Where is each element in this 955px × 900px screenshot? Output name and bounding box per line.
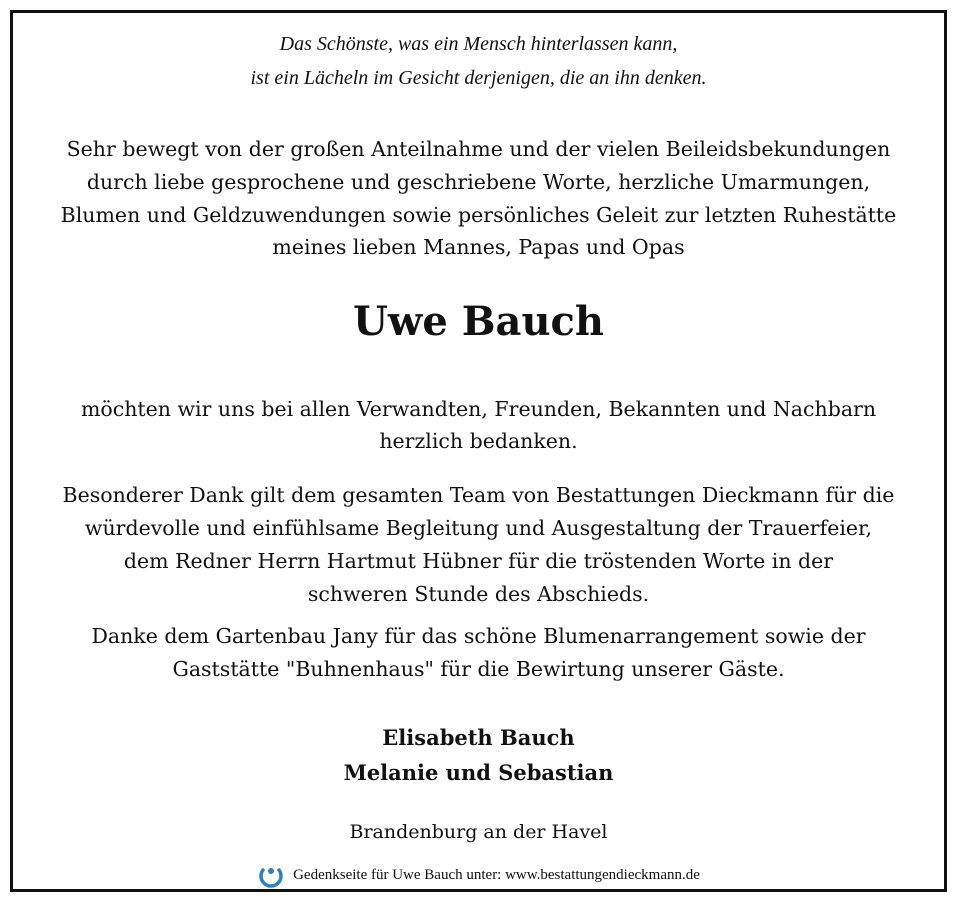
- signature-line-1: Elisabeth Bauch: [382, 725, 575, 750]
- thanks-line-2: herzlich bedanken.: [379, 429, 578, 453]
- additional-thanks-line-1: Danke dem Gartenbau Jany für das schöne Blumenarrangement sowie der: [91, 624, 866, 648]
- special-thanks-line-4: schweren Stunde des Abschieds.: [307, 582, 650, 606]
- special-thanks-line-2: würdevolle und einfühlsame Begleitung und Ausgestaltung der Trauerfeier,: [84, 516, 873, 540]
- notice-frame: [10, 10, 947, 892]
- intro-line-1: Sehr bewegt von der großen Anteilnahme und der vielen Beileidsbekundungen: [66, 137, 891, 161]
- quote-line-2: ist ein Lächeln im Gesicht derjenigen, die an ihn denken.: [250, 67, 707, 89]
- special-thanks-line-1: Besonderer Dank gilt dem gesamten Team von Bestattungen Dieckmann für die: [62, 483, 895, 507]
- thanks-line-1: möchten wir uns bei allen Verwandten, Freunden, Bekannten und Nachbarn: [80, 397, 877, 421]
- additional-thanks-line-2: Gaststätte "Buhnenhaus" für die Bewirtung unserer Gäste.: [172, 657, 785, 681]
- intro-line-2: durch liebe gesprochene und geschriebene Worte, herzliche Umarmungen,: [86, 170, 871, 194]
- deceased-name: Uwe Bauch: [353, 298, 604, 345]
- memorial-logo-icon: [257, 861, 285, 889]
- place-line: Brandenburg an der Havel: [349, 821, 608, 843]
- signature-line-2: Melanie und Sebastian: [343, 760, 614, 785]
- intro-line-4: meines lieben Mannes, Papas und Opas: [272, 235, 685, 259]
- memorial-footer: [13, 861, 944, 889]
- memorial-page-link[interactable]: Gedenkseite für Uwe Bauch unter: www.bestattungendieckmann.de: [293, 866, 700, 883]
- special-thanks-line-3: dem Redner Herrn Hartmut Hübner für die tröstenden Worte in der: [123, 549, 834, 573]
- quote-line-1: Das Schönste, was ein Mensch hinterlassen kann,: [279, 33, 678, 55]
- intro-line-3: Blumen und Geldzuwendungen sowie persönliches Geleit zur letzten Ruhestätte: [60, 203, 897, 227]
